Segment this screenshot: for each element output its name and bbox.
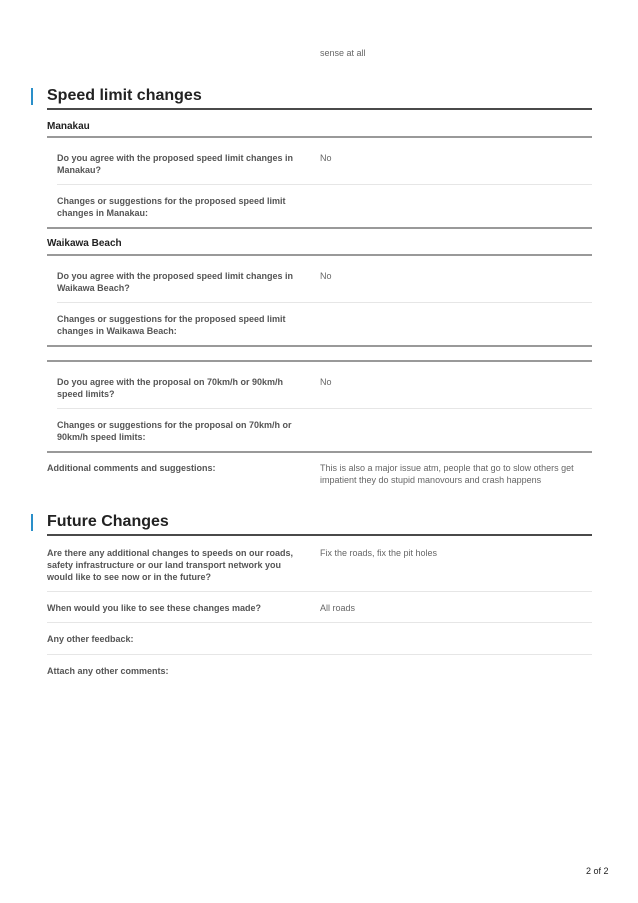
section-title-speed-limit: Speed limit changes (47, 87, 202, 104)
section-rule (47, 108, 592, 110)
section-title-future-changes: Future Changes (47, 513, 169, 530)
question-label: Do you agree with the proposal on 70km/h or 90km/h speed limits? (57, 377, 284, 399)
answer-value: No (320, 377, 332, 387)
subsection-heading-manakau: Manakau (47, 121, 90, 132)
question-label: Changes or suggestions for the proposed speed limit changes in Manakau: (57, 196, 286, 218)
question-label: When would you like to see these changes made? (47, 603, 262, 613)
answer-value: No (320, 153, 332, 163)
question-label: Attach any other comments: (47, 666, 169, 676)
question-label: Changes or suggestions for the proposal on 70km/h or 90km/h speed limits: (57, 420, 292, 442)
answer-value: All roads (320, 603, 356, 613)
carryover-answer-text: sense at all (320, 48, 366, 58)
answer-value: This is also a major issue atm, people that go to slow others get impatient they do stupid manovours and crash happens (320, 463, 574, 485)
subsection-heading-waikawa-beach: Waikawa Beach (47, 238, 122, 249)
page-number: 2 of 2 (586, 866, 609, 876)
question-label: Do you agree with the proposed speed limit changes in Manakau? (57, 153, 294, 175)
answer-value: Fix the roads, fix the pit holes (320, 548, 438, 558)
subsection-rule (47, 345, 592, 347)
row-divider (47, 622, 592, 623)
row-divider (57, 302, 592, 303)
row-divider (47, 591, 592, 592)
subsection-rule (47, 227, 592, 229)
question-label: Are there any additional changes to speeds on our roads, safety infrastructure or our land transport network you would like to see now or in the future? (47, 548, 294, 582)
row-divider (47, 654, 592, 655)
row-divider (57, 184, 592, 185)
section-accent-bar (31, 88, 33, 105)
answer-value: No (320, 271, 332, 281)
subsection-rule (47, 451, 592, 453)
question-label: Additional comments and suggestions: (47, 463, 216, 473)
question-label: Any other feedback: (47, 634, 134, 644)
section-accent-bar (31, 514, 33, 531)
question-label: Changes or suggestions for the proposed speed limit changes in Waikawa Beach: (57, 314, 286, 336)
section-rule (47, 534, 592, 536)
row-divider (57, 408, 592, 409)
subsection-rule (47, 136, 592, 138)
question-label: Do you agree with the proposed speed limit changes in Waikawa Beach? (57, 271, 294, 293)
subsection-rule (47, 254, 592, 256)
subsection-rule (47, 360, 592, 362)
